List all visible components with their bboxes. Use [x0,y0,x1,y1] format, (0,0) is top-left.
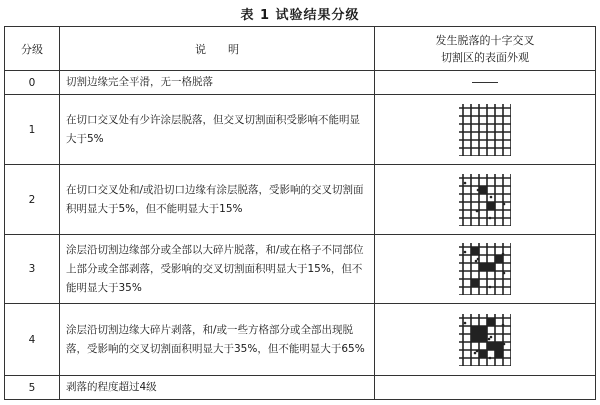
crosshatch-grade-4-image [459,314,511,366]
header-appearance-line1: 发生脱落的十字交叉 [435,33,535,47]
description-cell: 在切口交叉处有少许涂层脱落，但交叉切割面积受影响不能明显大于5% [66,113,360,145]
table-header-row [5,27,596,71]
grade-table [4,26,596,400]
table-row [5,95,596,165]
appearance-cell [375,304,596,376]
table-row [5,376,596,400]
description-cell: 在切口交叉处和/或沿切口边缘有涂层脱落，受影响的交叉切割面积明显大于5%，但不能明显大于15% [66,183,364,215]
header-appearance-line2: 切割区的表面外观 [441,50,529,64]
grade-cell: 2 [5,165,60,235]
grade-cell: 5 [5,376,60,400]
header-grade: 分级 [5,27,60,71]
grade-cell: 0 [5,71,60,95]
crosshatch-grade-1-image [459,104,511,156]
description-cell: 涂层沿切割边缘大碎片剥落，和/或一些方格部分或全部出现脱落，受影响的交叉切割面积明显大于35%，但不能明显大于65% [66,323,365,355]
table-row [5,304,596,376]
appearance-cell [375,235,596,304]
appearance-cell [375,95,596,165]
description-cell: 切割边缘完全平滑，无一格脱落 [66,76,213,88]
no-image-dash [472,82,498,83]
crosshatch-grade-3-image [459,243,511,295]
table-caption: 表 1 试验结果分级 [240,8,360,23]
table-row [5,165,596,235]
appearance-cell [375,165,596,235]
appearance-cell [375,71,596,95]
table-row [5,71,596,95]
table-row [5,235,596,304]
crosshatch-grade-2-image [459,174,511,226]
grade-cell: 1 [5,95,60,165]
description-cell: 剥落的程度超过4级 [66,381,157,393]
description-cell: 涂层沿切割边缘部分或全部以大碎片脱落，和/或在格子不同部位上部分或全部剥落，受影响的交叉切割面积明显大于15%，但不能明显大于35% [66,243,364,294]
grade-cell: 3 [5,235,60,304]
appearance-cell [375,376,596,400]
header-appearance [375,27,596,71]
header-description: 说 明 [60,27,375,71]
grade-cell: 4 [5,304,60,376]
